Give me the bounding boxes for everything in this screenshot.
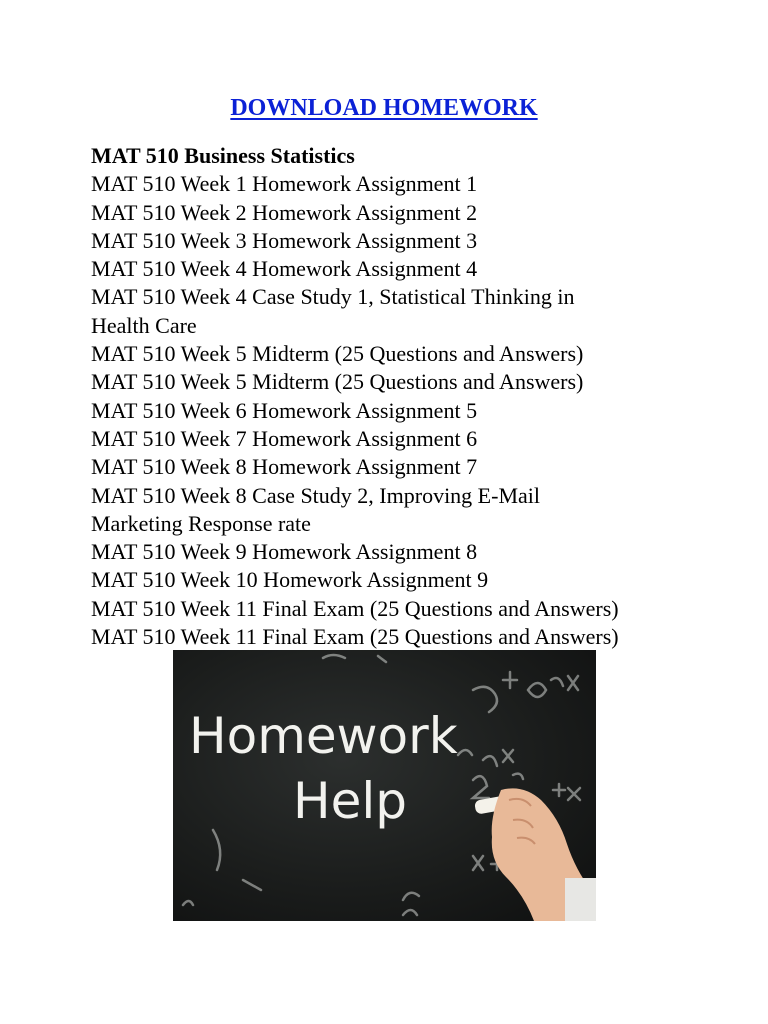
list-item: MAT 510 Week 4 Case Study 1, Statistical Thinking in Health Care bbox=[91, 284, 575, 338]
download-homework-link[interactable]: DOWNLOAD HOMEWORK bbox=[230, 95, 538, 121]
list-item: MAT 510 Week 6 Homework Assignment 5 bbox=[91, 397, 478, 423]
list-item: MAT 510 Week 7 Homework Assignment 6 bbox=[91, 425, 478, 451]
course-title: MAT 510 Business Statistics bbox=[91, 143, 355, 168]
list-item: MAT 510 Week 10 Homework Assignment 9 bbox=[91, 567, 489, 593]
list-item: MAT 510 Week 5 Midterm (25 Questions and Answers) bbox=[91, 341, 584, 367]
chalk-text-help: Help bbox=[293, 772, 407, 830]
list-item: MAT 510 Week 2 Homework Assignment 2 bbox=[91, 199, 478, 225]
homework-help-image bbox=[173, 650, 596, 921]
list-item: MAT 510 Week 5 Midterm (25 Questions and Answers) bbox=[91, 369, 584, 395]
list-item: MAT 510 Week 11 Final Exam (25 Questions and Answers) bbox=[91, 624, 619, 650]
list-item: MAT 510 Week 11 Final Exam (25 Questions and Answers) bbox=[91, 595, 619, 621]
list-item: MAT 510 Week 4 Homework Assignment 4 bbox=[91, 256, 478, 282]
list-item: MAT 510 Week 8 Homework Assignment 7 bbox=[91, 454, 478, 480]
hand-with-chalk-icon bbox=[474, 788, 596, 921]
chalk-text-homework: Homework bbox=[189, 707, 458, 765]
chalkboard-illustration bbox=[173, 650, 596, 921]
list-item: MAT 510 Week 3 Homework Assignment 3 bbox=[91, 227, 478, 253]
list-item: MAT 510 Week 1 Homework Assignment 1 bbox=[91, 171, 478, 197]
list-item: MAT 510 Week 9 Homework Assignment 8 bbox=[91, 539, 478, 565]
course-content bbox=[91, 142, 691, 651]
list-item: MAT 510 Week 8 Case Study 2, Improving E-Mail Marketing Response rate bbox=[91, 482, 540, 536]
